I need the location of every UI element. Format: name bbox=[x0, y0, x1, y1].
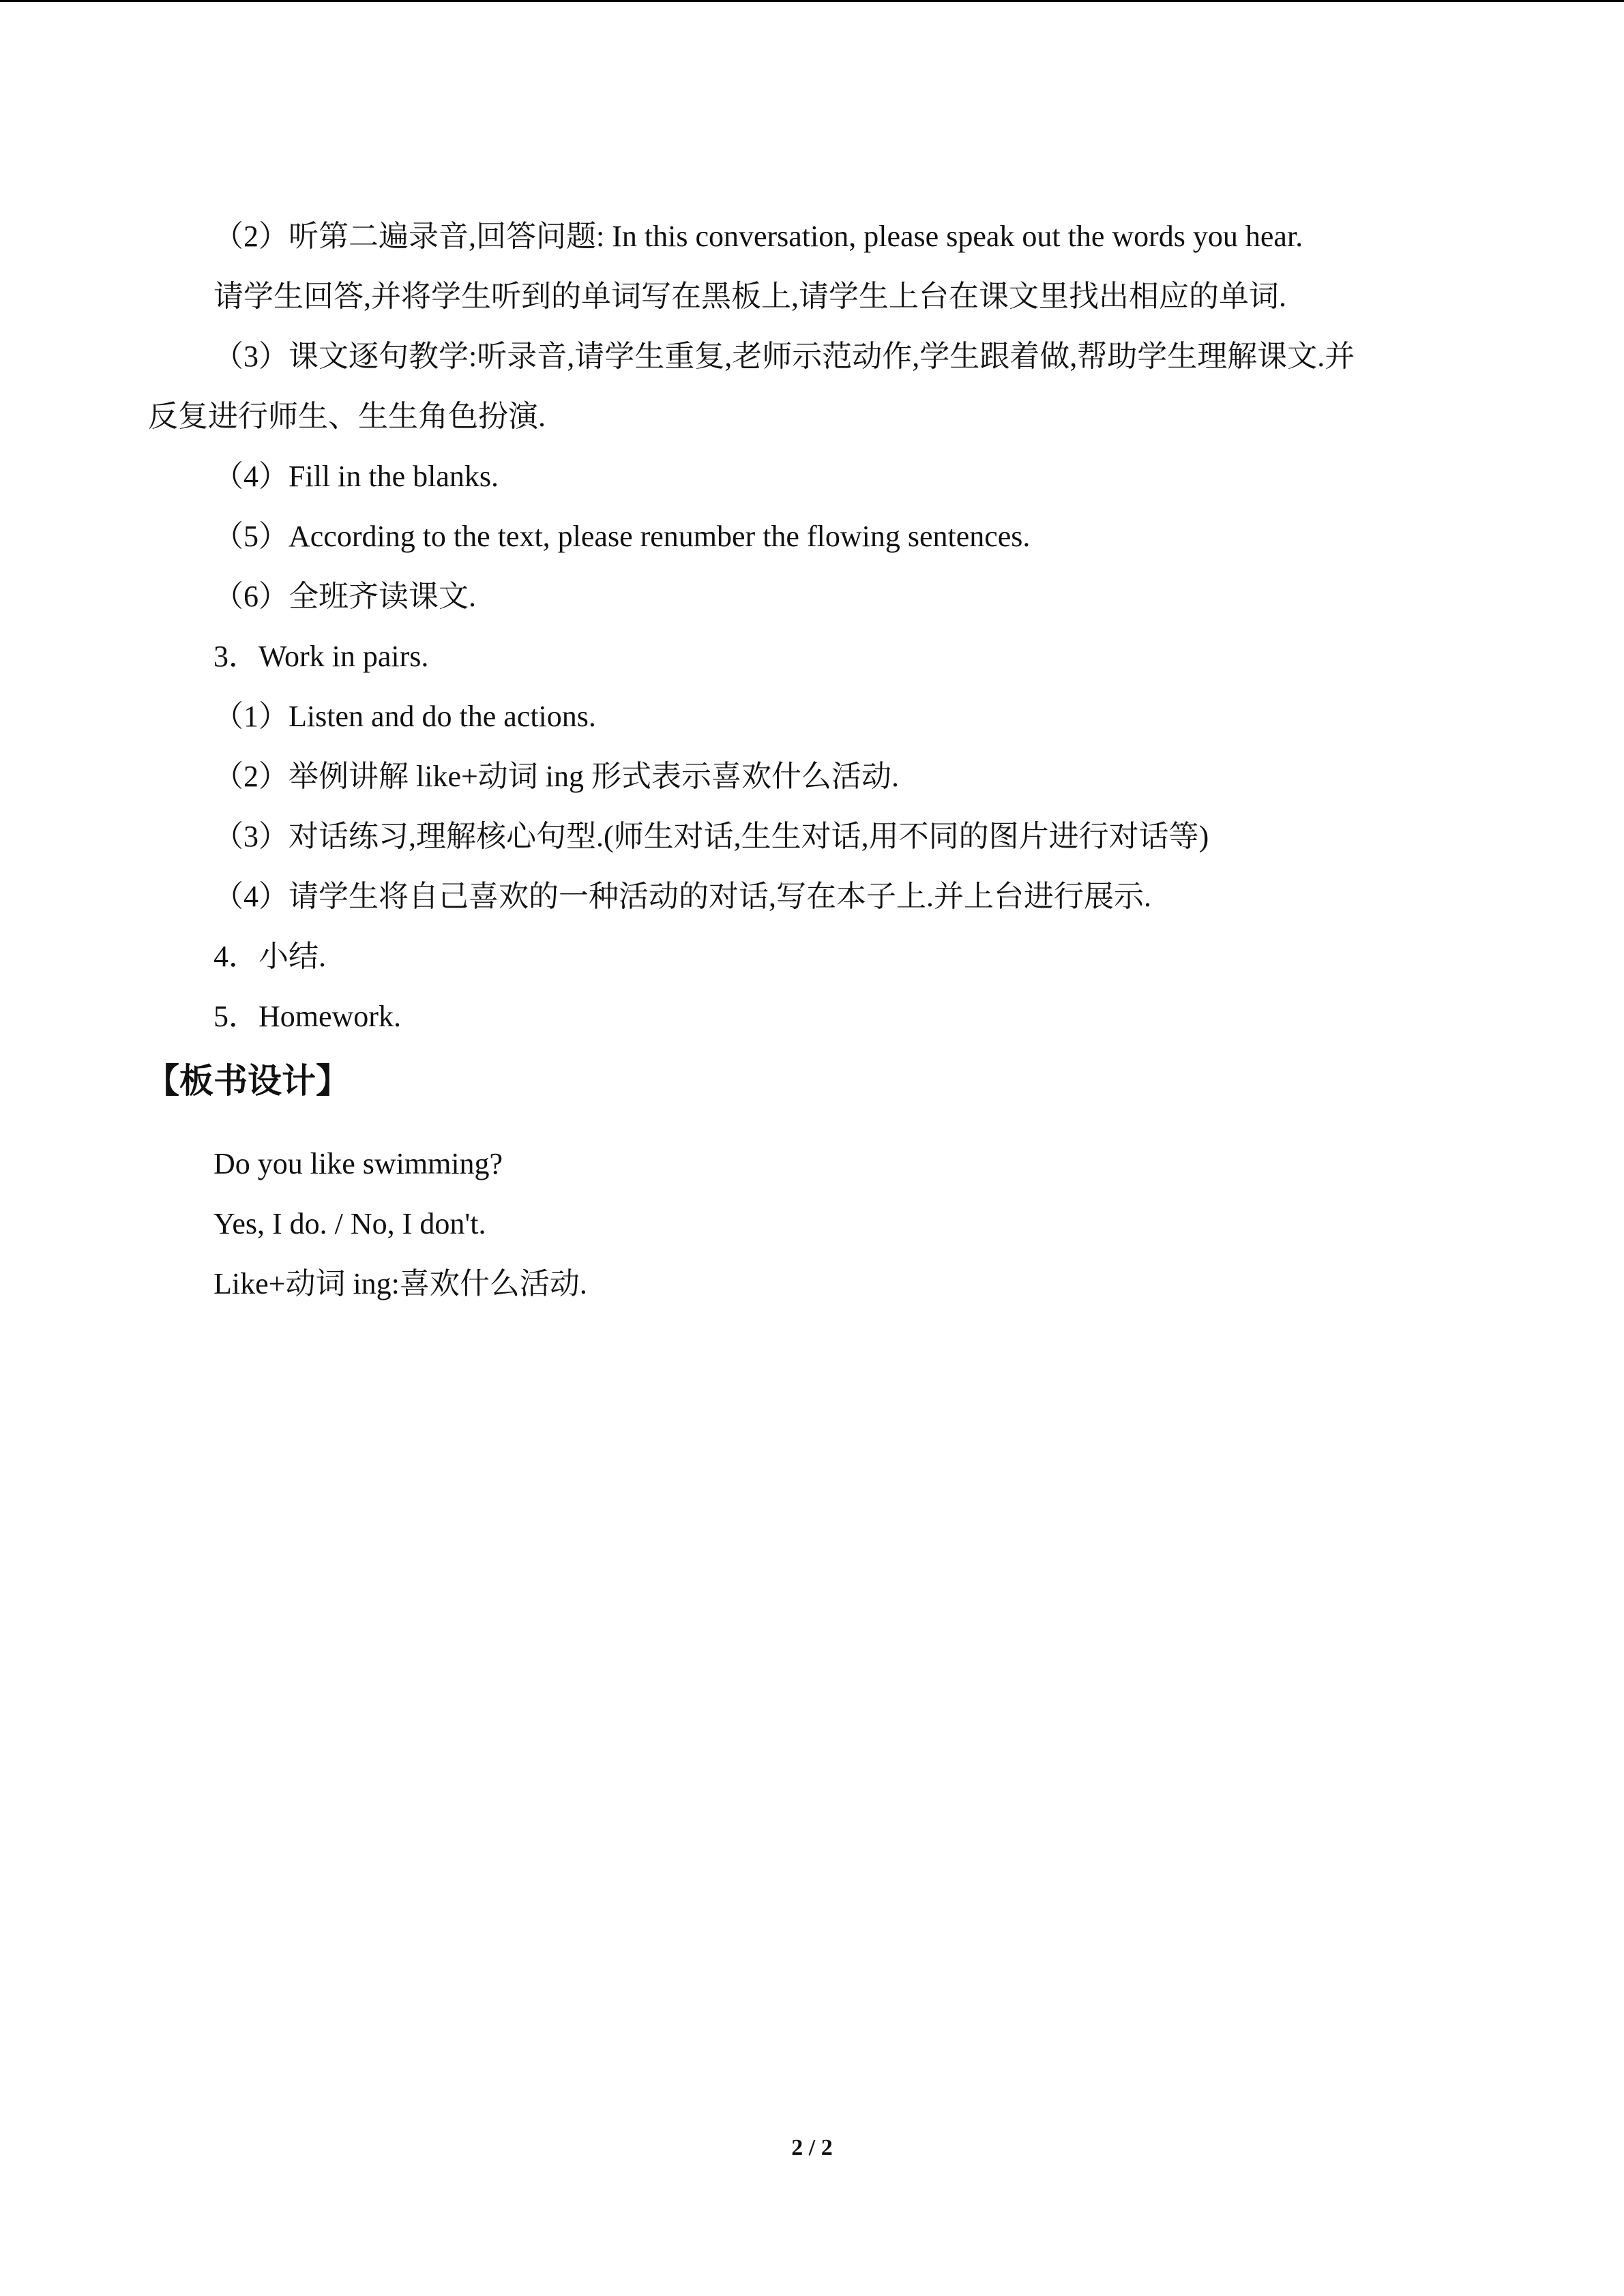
step-sentence-teaching-cont: 反复进行师生、生生角色扮演. bbox=[148, 400, 546, 433]
step-fill-blanks: （4）Fill in the blanks. bbox=[213, 460, 499, 493]
step-work-in-pairs: 3．Work in pairs. bbox=[213, 640, 429, 673]
step-read-aloud: （6）全班齐读课文. bbox=[213, 580, 476, 613]
step-listen-actions: （1）Listen and do the actions. bbox=[213, 700, 596, 733]
board-design-heading: 【板书设计】 bbox=[145, 1061, 350, 1101]
step-write-dialogue: （4）请学生将自己喜欢的一种活动的对话,写在本子上.并上台进行展示. bbox=[213, 880, 1151, 913]
step-like-ing: （2）举例讲解 like+动词 ing 形式表示喜欢什么活动. bbox=[213, 760, 900, 793]
page-number: 2 / 2 bbox=[791, 2135, 833, 2160]
step-listen-second-note: 请学生回答,并将学生听到的单词写在黑板上,请学生上台在课文里找出相应的单词. bbox=[213, 280, 1286, 313]
board-line: Yes, I do. / No, I don't. bbox=[213, 1207, 486, 1240]
step-renumber: （5）According to the text, please renumber the flowing sentences. bbox=[213, 520, 1031, 553]
step-sentence-teaching: （3）课文逐句教学:听录音,请学生重复,老师示范动作,学生跟着做,帮助学生理解课文.并 bbox=[213, 340, 1355, 373]
step-homework: 5．Homework. bbox=[213, 1000, 401, 1033]
board-design bbox=[148, 1134, 1471, 1314]
board-line: Like+动词 ing:喜欢什么活动. bbox=[213, 1267, 587, 1300]
step-summary: 4．小结. bbox=[213, 940, 326, 973]
step-dialogue-practice: （3）对话练习,理解核心句型.(师生对话,生生对话,用不同的图片进行对话等) bbox=[213, 820, 1209, 853]
board-line: Do you like swimming? bbox=[213, 1147, 503, 1180]
document-body bbox=[145, 207, 1471, 1314]
step-listen-second: （2）听第二遍录音,回答问题: In this conversation, please speak out the words you hear. bbox=[213, 220, 1303, 253]
